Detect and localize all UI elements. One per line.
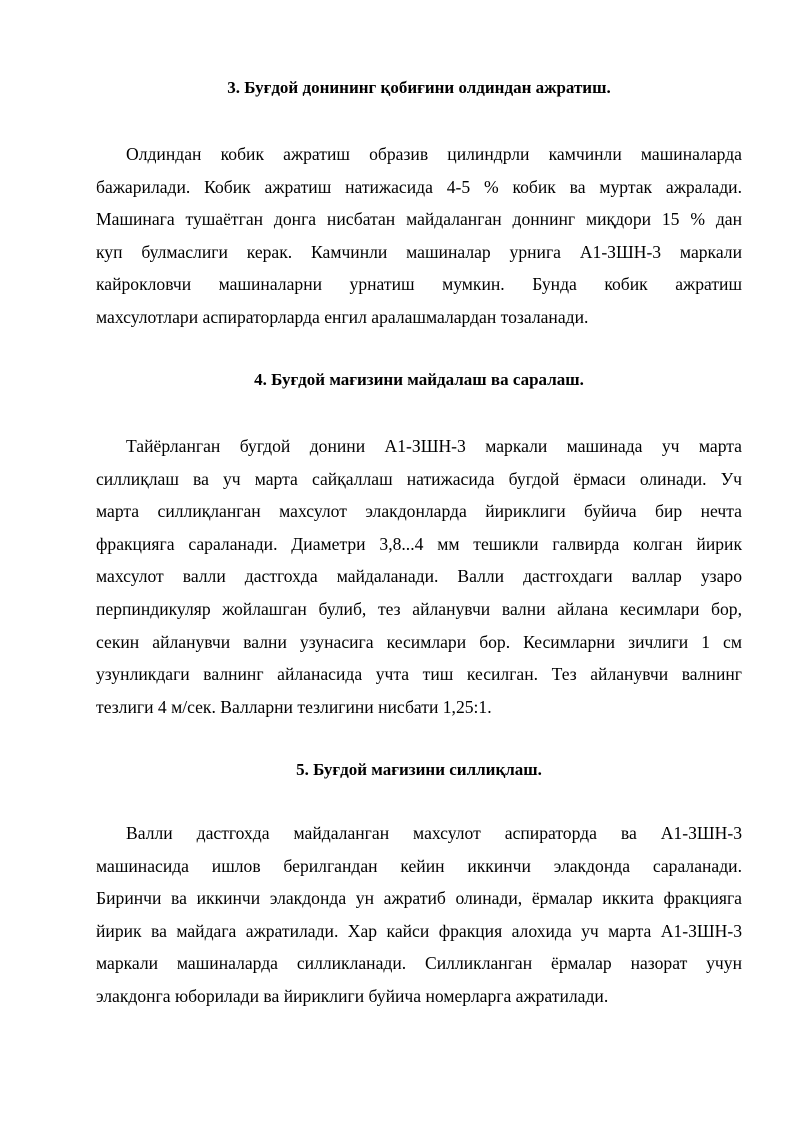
- paragraph-line: перпиндикуляр жойлашган булиб, тез айланувчи вални айлана кесимлари бор,: [96, 598, 742, 619]
- paragraph-line: Биринчи ва иккинчи элакдонда ун ажратиб олинади, ёрмалар иккита фракцияга: [96, 888, 742, 909]
- section-4-paragraph: [96, 430, 742, 723]
- paragraph-line: секин айланувчи вални узунасига кесимлари бор. Кесимларни зичлиги 1 см: [96, 631, 742, 652]
- paragraph-line: марта силлиқланган махсулот элакдонларда йириклиги буйича бир нечта: [96, 501, 742, 522]
- paragraph-line: элакдонга юборилади ва йириклиги буйича номерларга ажратилади.: [96, 985, 609, 1006]
- section-5-paragraph: [96, 817, 742, 1013]
- paragraph-line: тезлиги 4 м/сек. Валларни тезлигини нисбати 1,25:1.: [96, 696, 492, 717]
- paragraph-line: Машинага тушаётган донга нисбатан майдаланган доннинг миқдори 15 % дан: [96, 209, 742, 230]
- paragraph-line: йирик ва майдага ажратилади. Хар кайси фракция алохида уч марта А1-ЗШН-3: [96, 920, 742, 941]
- paragraph-line: маркали машиналарда силликланади. Силликланган ёрмалар назорат учун: [96, 953, 742, 974]
- section-3-paragraph: [96, 138, 742, 334]
- section-3-heading: 3. Буғдой донининг қобиғини олдиндан ажратиш.: [227, 78, 611, 97]
- paragraph-line: Валли дастгохда майдаланган махсулот аспираторда ва А1-ЗШН-3: [126, 823, 742, 843]
- paragraph-line: узунликдаги валнинг айланасида учта тиш кесилган. Тез айланувчи валнинг: [96, 664, 742, 685]
- paragraph-line: махсулот валли дастгохда майдаланади. Валли дастгохдаги валлар узаро: [96, 566, 742, 587]
- section-4-heading: 4. Буғдой мағизини майдалаш ва саралаш.: [254, 370, 584, 389]
- paragraph-line: Олдиндан кобик ажратиш образив цилиндрли камчинли машиналарда: [126, 144, 742, 164]
- paragraph-line: машинасида ишлов берилгандан кейин иккинчи элакдонда сараланади.: [96, 855, 742, 876]
- paragraph-line: силлиқлаш ва уч марта сайқаллаш натижасида бугдой ёрмаси олинади. Уч: [96, 468, 742, 489]
- paragraph-line: кайрокловчи машиналарни урнатиш мумкин. Бунда кобик ажратиш: [96, 274, 742, 295]
- paragraph-line: бажарилади. Кобик ажратиш натижасида 4-5 % кобик ва муртак ажралади.: [96, 176, 742, 197]
- paragraph-line: махсулотлари аспираторларда енгил аралашмалардан тозаланади.: [96, 306, 589, 327]
- paragraph-line: фракцияга сараланади. Диаметри 3,8...4 мм тешикли галвирда колган йирик: [96, 533, 742, 554]
- paragraph-line: куп булмаслиги керак. Камчинли машиналар урнига А1-ЗШН-3 маркали: [96, 241, 742, 262]
- section-5-heading: 5. Буғдой мағизини силлиқлаш.: [296, 760, 542, 779]
- paragraph-line: Тайёрланган бугдой донини А1-ЗШН-3 маркали машинада уч марта: [126, 436, 742, 456]
